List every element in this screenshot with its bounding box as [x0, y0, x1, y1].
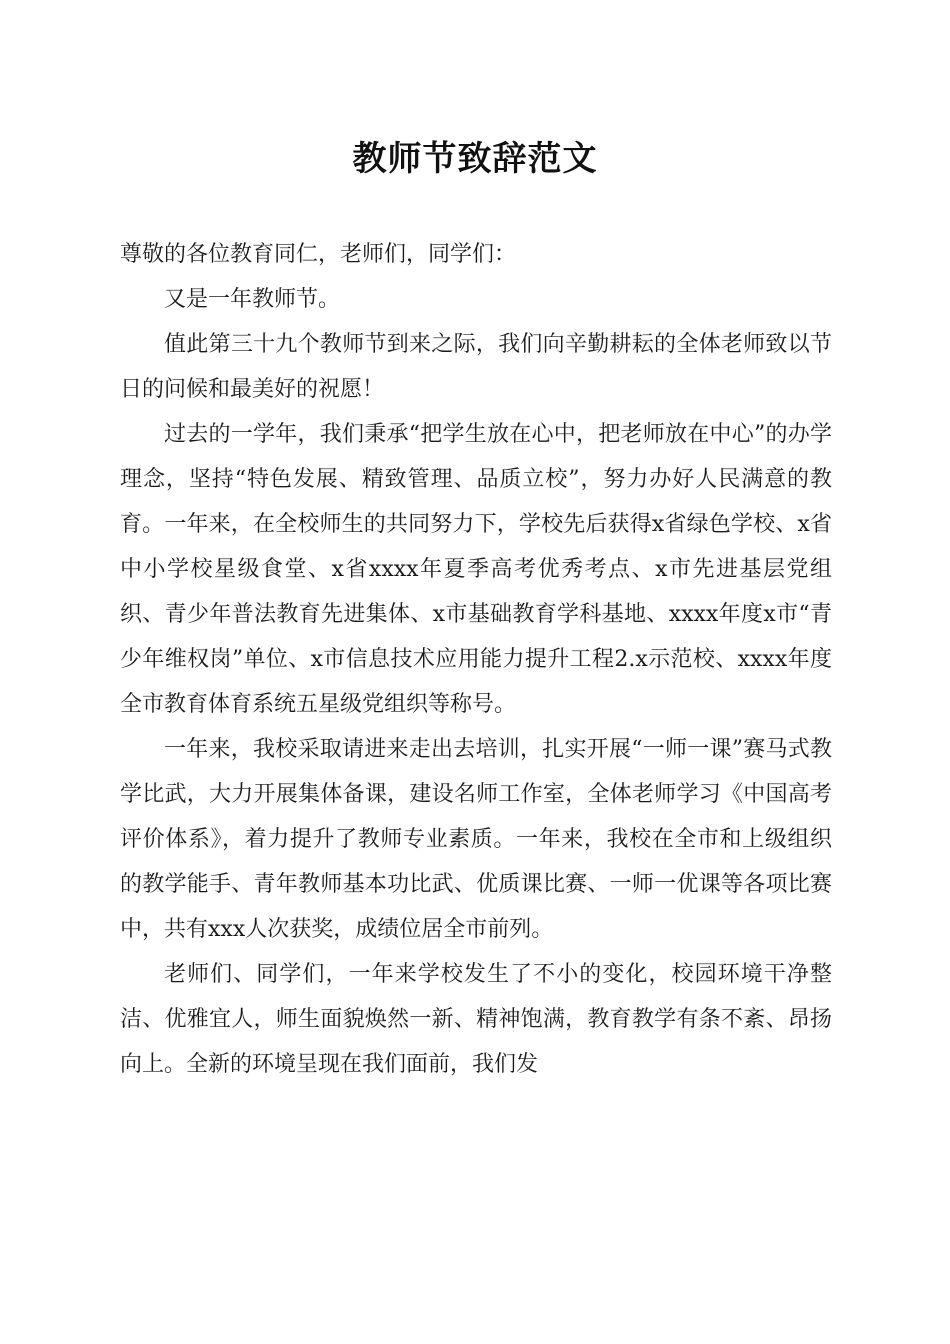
paragraph: 一年来，我校采取请进来走出去培训，扎实开展“一师一课”赛马式教学比武，大力开展集体备课，建设名师工作室，全体老师学习《中国高考评价体系》，着力提升了教师专业素质。一年来，我校在全市和上级组织的教学能手、青年教师基本功比武、优质课比赛、一师一优课等各项比赛中，共有xxx人次获奖，成绩位居全市前列。 — [120, 737, 832, 942]
paragraph: 老师们、同学们，一年来学校发生了不小的变化，校园环境干净整洁、优雅宜人，师生面貌焕然一新、精神饱满，教育教学有条不紊、昂扬向上。全新的环境呈现在我们面前，我们发 — [120, 962, 832, 1077]
paragraph: 又是一年教师节。 — [164, 287, 341, 312]
paragraph: 过去的一学年，我们秉承“把学生放在心中，把老师放在中心”的办学理念，坚持“特色发展、精致管理、品质立校”，努力办好人民满意的教育。一年来，在全校师生的共同努力下，学校先后获得x省绿色学校、x省中小学校星级食堂、x省xxxx年夏季高考优秀考点、x市先进基层党组织、青少年普法教育先进集体、x市基础教育学科基地、xxxx年度x市“青少年维权岗”单位、x市信息技术应用能力提升工程2.x示范校、xxxx年度全市教育体育系统五星级党组织等称号。 — [120, 422, 832, 717]
salutation: 尊敬的各位教育同仁，老师们，同学们： — [120, 242, 517, 267]
paragraph: 值此第三十九个教师节到来之际，我们向辛勤耕耘的全体老师致以节日的问候和最美好的祝愿！ — [120, 332, 832, 402]
document-title: 教师节致辞范文 — [352, 139, 598, 179]
document-body — [120, 232, 832, 1087]
